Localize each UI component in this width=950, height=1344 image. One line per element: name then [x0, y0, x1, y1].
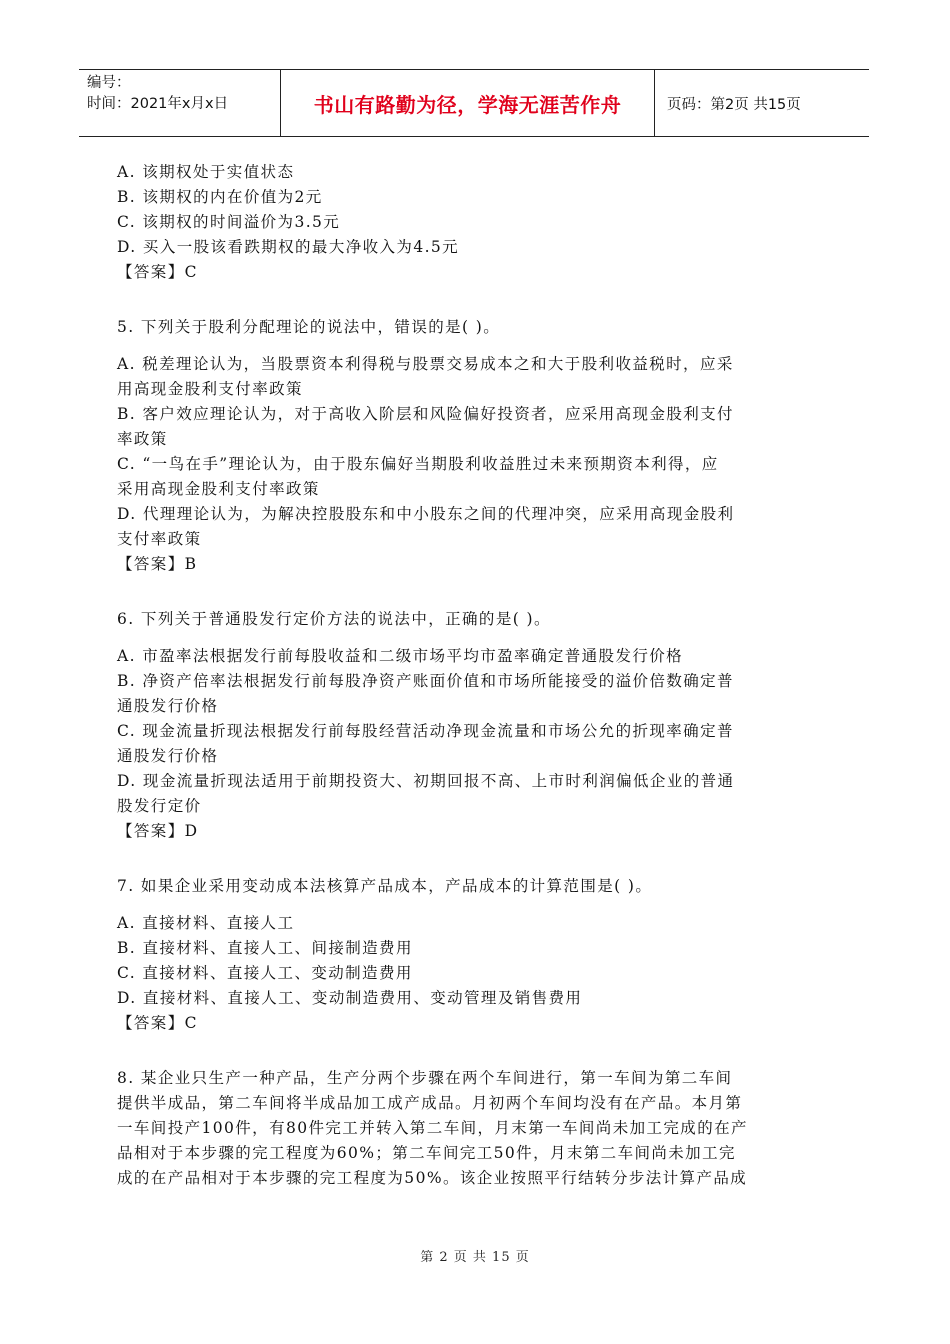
- q5-line: 采用高现金股利支付率政策: [117, 480, 320, 498]
- q8-line: 提供半成品，第二车间将半成品加工成产成品。月初两个车间均没有在产品。本月第: [117, 1094, 743, 1112]
- q4-answer: 【答案】C: [117, 263, 198, 281]
- q5-answer: 【答案】B: [117, 555, 198, 573]
- q8-line: 成的在产品相对于本步骤的完工程度为50%。该企业按照平行结转分步法计算产品成: [117, 1169, 748, 1187]
- q6-stem: 6. 下列关于普通股发行定价方法的说法中，正确的是( )。: [117, 610, 551, 628]
- q5-line: 用高现金股利支付率政策: [117, 380, 303, 398]
- header-date-label: 时间：2021年x月x日: [87, 96, 229, 112]
- q4-option-d: D. 买入一股该看跌期权的最大净收入为4.5元: [117, 238, 460, 256]
- q6-line: B. 净资产倍率法根据发行前每股净资产账面价值和市场所能接受的溢价倍数确定普: [117, 672, 734, 690]
- q5-line: A. 税差理论认为，当股票资本利得税与股票交易成本之和大于股利收益税时，应采: [117, 355, 734, 373]
- page-footer: 第 2 页 共 15 页: [420, 1250, 530, 1265]
- q8-line: 品相对于本步骤的完工程度为60%；第二车间完工50件，月末第二车间尚未加工完: [117, 1144, 736, 1162]
- q7-answer: 【答案】C: [117, 1014, 198, 1032]
- q5-line: 率政策: [117, 430, 168, 448]
- q6-answer: 【答案】D: [117, 822, 199, 840]
- question-7: [117, 874, 833, 1036]
- question-4-options: [117, 160, 833, 285]
- question-8: [117, 1066, 833, 1191]
- q5-line: D. 代理理论认为，为解决控股股东和中小股东之间的代理冲突，应采用高现金股利: [117, 505, 735, 523]
- q8-line: 一车间投产100件，有80件完工并转入第二车间，月末第一车间尚未加工完成的在产: [117, 1119, 748, 1137]
- q8-line: 8. 某企业只生产一种产品，生产分两个步骤在两个车间进行，第一车间为第二车间: [117, 1069, 733, 1087]
- header-page-label: 页码：第2页 共15页: [667, 96, 801, 113]
- header-motto: 书山有路勤为径，学海无涯苦作舟: [281, 70, 655, 136]
- header-number-label: 编号：: [87, 75, 131, 91]
- q5-line: B. 客户效应理论认为，对于高收入阶层和风险偏好投资者，应采用高现金股利支付: [117, 405, 734, 423]
- q6-line: A. 市盈率法根据发行前每股收益和二级市场平均市盈率确定普通股发行价格: [117, 647, 684, 665]
- q6-line: 通股发行价格: [117, 697, 219, 715]
- q5-line: 支付率政策: [117, 530, 202, 548]
- question-5: [117, 315, 833, 577]
- q6-line: D. 现金流量折现法适用于前期投资大、初期回报不高、上市时利润偏低企业的普通: [117, 772, 735, 790]
- q7-line: C. 直接材料、直接人工、变动制造费用: [117, 964, 413, 982]
- question-6: [117, 607, 833, 844]
- q6-line: C. 现金流量折现法根据发行前每股经营活动净现金流量和市场公允的折现率确定普: [117, 722, 734, 740]
- q6-line: 通股发行价格: [117, 747, 219, 765]
- q7-line: A. 直接材料、直接人工: [117, 914, 295, 932]
- page-header: [79, 69, 869, 137]
- header-meta: [79, 70, 281, 136]
- q6-line: 股发行定价: [117, 797, 202, 815]
- q7-line: D. 直接材料、直接人工、变动制造费用、变动管理及销售费用: [117, 989, 583, 1007]
- q5-stem: 5. 下列关于股利分配理论的说法中，错误的是( )。: [117, 318, 501, 336]
- q7-stem: 7. 如果企业采用变动成本法核算产品成本，产品成本的计算范围是( )。: [117, 877, 653, 895]
- q5-line: C. “一鸟在手”理论认为，由于股东偏好当期股利收益胜过未来预期资本利得，应: [117, 455, 719, 473]
- q4-option-c: C. 该期权的时间溢价为3.5元: [117, 213, 341, 231]
- document-body: [117, 160, 833, 1191]
- q7-line: B. 直接材料、直接人工、间接制造费用: [117, 939, 413, 957]
- q4-option-a: A. 该期权处于实值状态: [117, 163, 295, 181]
- q4-option-b: B. 该期权的内在价值为2元: [117, 188, 323, 206]
